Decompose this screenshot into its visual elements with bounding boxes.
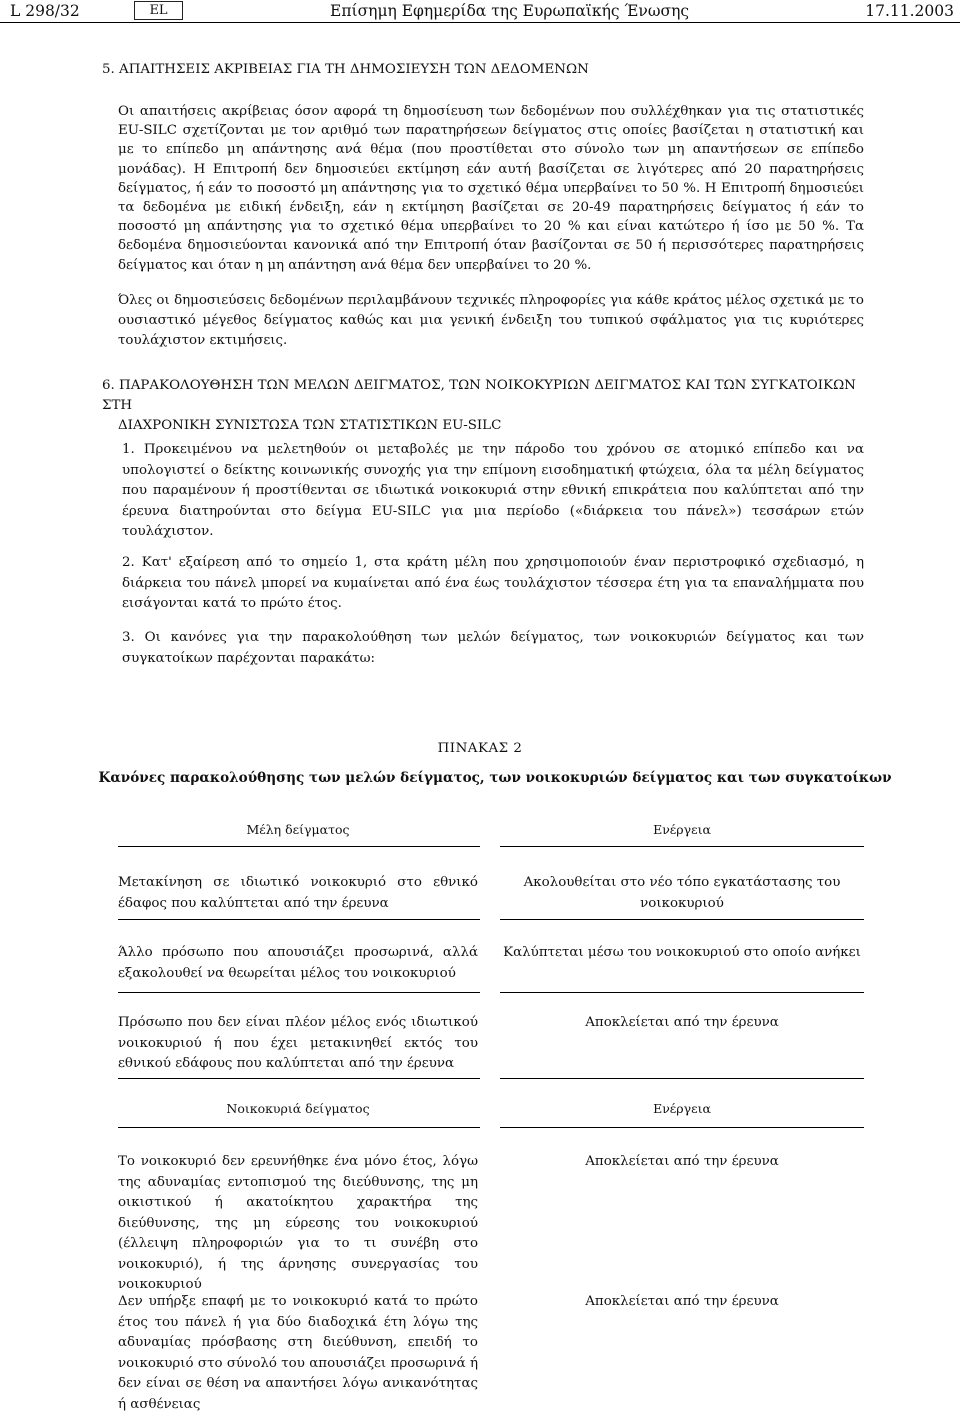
- section-6-number: 6.: [102, 378, 115, 393]
- table-row-action: Αποκλείεται από την έρευνα: [585, 1015, 779, 1030]
- households-action-column-header: Ενέργεια: [653, 1101, 711, 1116]
- table-row-case: Άλλο πρόσωπο που απουσιάζει προσωρινά, αλλά εξακολουθεί να θεωρείται μέλος του νοικοκυριού: [118, 945, 478, 981]
- households-column-header: Νοικοκυριά δείγματος: [226, 1101, 370, 1116]
- table-rule: [118, 1078, 480, 1079]
- table-row-case: Δεν υπήρξε επαφή με το νοικοκυριό κατά το πρώτο έτος του πάνελ ή για δύο διαδοχικά έτη λόγω της αδυναμίας πρόσβασης στη διεύθυνση, επειδή το νοικοκυριό στο σύνολό του απουσιάζει προσωρινά ή δεν είναι σε θέση να απαντήσει λόγω ανικανότητας ή ασθένειας: [118, 1294, 478, 1412]
- section-6-item-2: 2. Κατ' εξαίρεση από το σημείο 1, στα κράτη μέλη που χρησιμοποιούν έναν περιστροφικό σχεδιασμό, η διάρκεια του πάνελ μπορεί να κυμαίνεται από ένα έως τουλάχιστον τέσσερα έτη για τα επαναλήμματα που εισάγονται κατά το πρώτο έτος.: [122, 555, 864, 611]
- journal-title: Επίσημη Εφημερίδα της Ευρωπαϊκής Ένωσης: [330, 2, 690, 20]
- table-rule: [118, 992, 480, 993]
- section-5-heading: 5. ΑΠΑΙΤΗΣΕΙΣ ΑΚΡΙΒΕΙΑΣ ΓΙΑ ΤΗ ΔΗΜΟΣΙΕΥΣΗ ΤΩΝ ΔΕΔΟΜΕΝΩΝ: [102, 62, 589, 77]
- header-rule: [0, 22, 960, 23]
- action-column-header: Ενέργεια: [653, 822, 711, 837]
- table-row-action: Ακολουθείται στο νέο τόπο εγκατάστασης του νοικοκυριού: [523, 875, 841, 911]
- table-title: ΠΙΝΑΚΑΣ 2: [437, 741, 523, 756]
- table-row-case: Μετακίνηση σε ιδιωτικό νοικοκυριό στο εθνικό έδαφος που καλύπτεται από την έρευνα: [118, 875, 478, 911]
- section-6-heading-line-2: ΔΙΑΧΡΟΝΙΚΗ ΣΥΝΙΣΤΩΣΑ ΤΩΝ ΣΤΑΤΙΣΤΙΚΩΝ EU-SILC: [118, 418, 502, 433]
- members-column-header: Μέλη δείγματος: [246, 822, 350, 837]
- table-rule: [118, 919, 480, 920]
- table-subtitle: Κανόνες παρακολούθησης των μελών δείγματος, των νοικοκυριών δείγματος και των συγκατοίκων: [98, 770, 892, 786]
- section-5-paragraph-1: Οι απαιτήσεις ακρίβειας όσον αφορά τη δημοσίευση των δεδομένων που συλλέχθηκαν για τις στατιστικές EU-SILC σχετίζονται με τον αριθμό των παρατηρήσεων δείγματος στις οποίες βασίζεται η στατιστική και με το επίπεδο μη απάντησης ανά θέμα (που προστίθεται στο σύνολο των μη απαντήσεων σε επίπεδο μονάδας). Η Επιτροπή δεν δημοσιεύει εκτίμηση εάν αυτή βασίζεται σε λιγότερες από 20 παρατηρήσεις δείγματος, ή εάν το ποσοστό μη απάντησης για το σχετικό θέμα υπερβαίνει το 50 %. Η Επιτροπή δημοσιεύει τα δεδομένα με ειδική ένδειξη, εάν η εκτίμηση βασίζεται σε 20-49 παρατηρήσεις δείγματος ή εάν το ποσοστό μη απάντησης για το σχετικό θέμα υπερβαίνει το 20 % και είναι κατώτερο ή ίσο με 50 %. Τα δεδομένα δημοσιεύονται κανονικά από την Επιτροπή όταν βασίζονται σε 50 ή περισσότερες παρατηρήσεις δείγματος και όταν η μη απάντηση ανά θέμα δεν υπερβαίνει το 20 %.: [118, 104, 864, 273]
- table-rule: [500, 1078, 864, 1079]
- language-box: EL: [134, 1, 183, 20]
- table-rule: [500, 846, 864, 847]
- table-rule: [500, 992, 864, 993]
- table-rule: [118, 1127, 480, 1128]
- table-row-action: Αποκλείεται από την έρευνα: [585, 1154, 779, 1169]
- table-rule: [118, 846, 480, 847]
- table-rule: [500, 919, 864, 920]
- publication-date: 17.11.2003: [865, 2, 954, 20]
- section-6-heading-line-1: ΠΑΡΑΚΟΛΟΥΘΗΣΗ ΤΩΝ ΜΕΛΩΝ ΔΕΙΓΜΑΤΟΣ, ΤΩΝ ΝΟΙΚΟΚΥΡΙΩΝ ΔΕΙΓΜΑΤΟΣ ΚΑΙ ΤΩΝ ΣΥΓΚΑΤΟΙΚΩΝ ΣΤΗ: [102, 378, 856, 413]
- section-6-item-3: 3. Οι κανόνες για την παρακολούθηση των μελών δείγματος, των νοικοκυριών δείγματος και των συγκατοίκων παρέχονται παρακάτω:: [122, 630, 864, 666]
- table-rule: [500, 1127, 864, 1128]
- section-5-body: [118, 102, 864, 275]
- table-row-case: Το νοικοκυριό δεν ερευνήθηκε ένα μόνο έτος, λόγω της αδυναμίας εντοπισμού της διεύθυνσης, της μη οικιστικού ή ακατοίκητου χαρακτήρα της διεύθυνσης, της μη εύρεσης του νοικοκυριού (έλλειψη πληροφοριών για το τι συνέβη στο νοικοκυριό), ή της άρνησης συνεργασίας του νοικοκυριού: [118, 1154, 478, 1292]
- table-row-case: Πρόσωπο που δεν είναι πλέον μέλος ενός ιδιωτικού νοικοκυριού ή που έχει μετακινηθεί εκτός του εθνικού εδάφους που καλύπτεται από την έρευνα: [118, 1015, 478, 1071]
- table-row-action: Αποκλείεται από την έρευνα: [585, 1294, 779, 1309]
- section-5-body-2: [118, 291, 864, 351]
- section-5-paragraph-2: Όλες οι δημοσιεύσεις δεδομένων περιλαμβάνουν τεχνικές πληροφορίες για κάθε κράτος μέλος σχετικά με το ουσιαστικό μέγεθος δείγματος καθώς και μια γενική ένδειξη του τυπικού σφάλματος για τις κυριότερες τουλάχιστον εκτιμήσεις.: [118, 293, 864, 348]
- section-6-heading: [102, 376, 872, 436]
- section-6-item-1: 1. Προκειμένου να μελετηθούν οι μεταβολές με την πάροδο του χρόνου σε ατομικό επίπεδο και να υπολογιστεί ο δείκτης κοινωνικής συνοχής για την επίμονη εισοδηματική φτώχεια, όλα τα μέλη δείγματος που παραμένουν ή προστίθενται σε ιδιωτικά νοικοκυριά στην εθνική επικράτεια που καλύπτεται από την έρευνα διατηρούνται στο δείγμα EU-SILC για μια περίοδο («διάρκεια του πάνελ») τεσσάρων ετών τουλάχιστον.: [122, 442, 864, 539]
- page-header: [0, 0, 960, 30]
- page-reference: L 298/32: [10, 2, 80, 20]
- table-row-action: Καλύπτεται μέσω του νοικοκυριού στο οποίο ανήκει: [503, 945, 861, 960]
